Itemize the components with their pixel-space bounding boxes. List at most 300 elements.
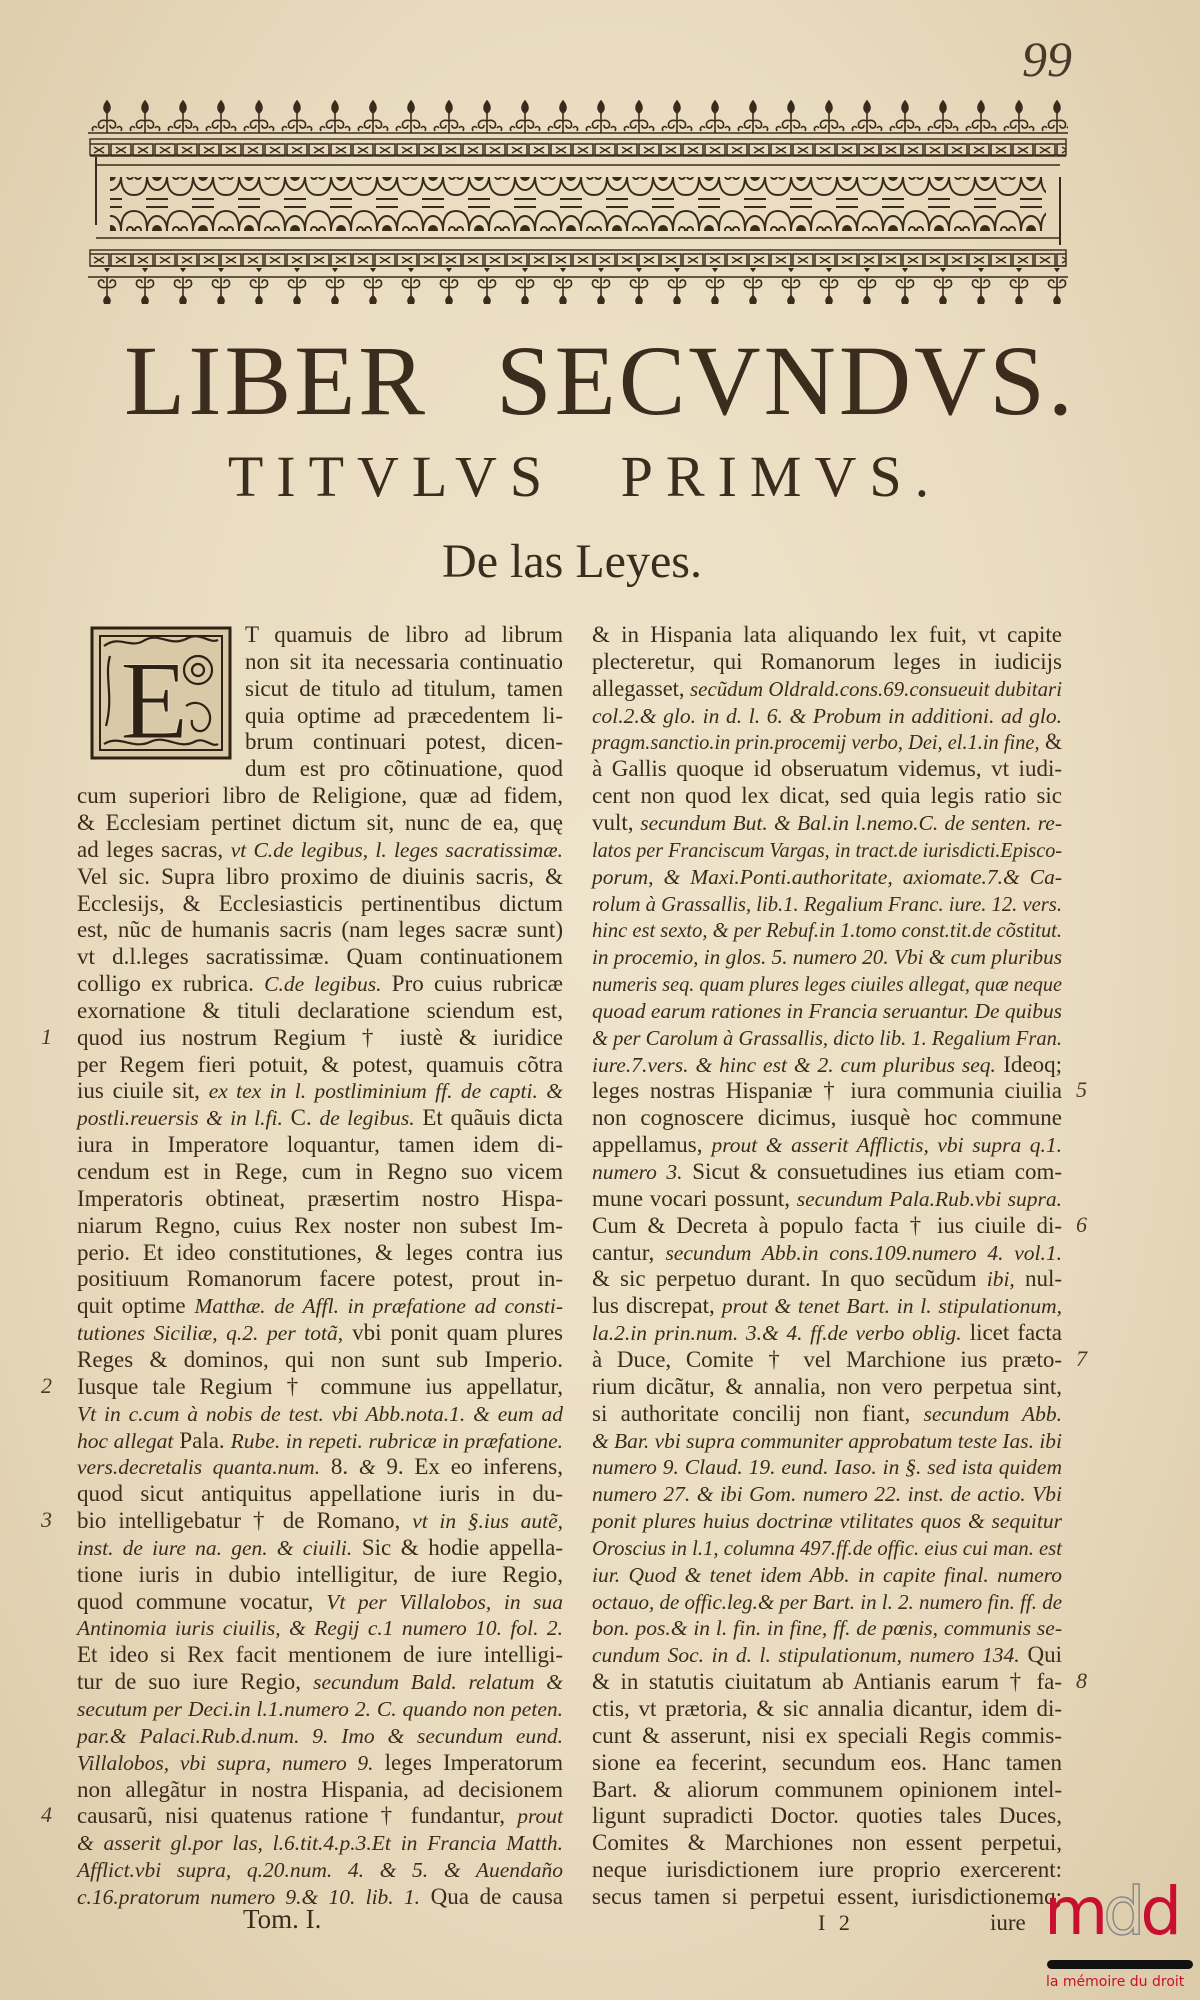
italic-citation: & bbox=[358, 1455, 376, 1480]
text-line bbox=[77, 1641, 563, 1668]
volume-mark: Tom. I. bbox=[243, 1904, 322, 1934]
line-content bbox=[592, 675, 1062, 703]
text-line bbox=[77, 1024, 563, 1051]
line-content bbox=[77, 1776, 563, 1803]
header-ornament bbox=[88, 95, 1068, 310]
text-segment: C. bbox=[282, 1105, 320, 1131]
margin-note-number: 4 bbox=[41, 1802, 52, 1828]
line-content bbox=[245, 702, 563, 729]
text-line bbox=[592, 702, 1062, 729]
text-segment: & in Hispania lata aliquando lex fuit, vt capite bbox=[592, 622, 1062, 647]
text-segment: à Gallis quoque id obseruatum videmus, vt iudi- bbox=[592, 756, 1062, 782]
text-line bbox=[77, 1212, 563, 1239]
line-content bbox=[77, 1427, 563, 1455]
text-segment: Pala. bbox=[173, 1427, 231, 1453]
italic-citation: par.& Palaci.Rub.d.num. 9. Imo & secundum eund. bbox=[77, 1723, 563, 1748]
text-line bbox=[592, 1400, 1062, 1427]
text-segment: quod sicut antiquitus appellatione iuris in du- bbox=[77, 1481, 563, 1507]
text-line bbox=[77, 1427, 563, 1454]
text-line bbox=[77, 1776, 563, 1803]
text-line bbox=[77, 1614, 563, 1641]
text-line bbox=[77, 1077, 563, 1104]
logo-mark bbox=[1044, 1872, 1177, 1952]
line-content bbox=[592, 863, 1062, 891]
line-content bbox=[592, 1883, 1062, 1910]
italic-citation: latos per Franciscum Vargas, in tract.de iurisdicti.Episco- bbox=[592, 837, 1062, 862]
text-segment: dum est pro cõtinuatione, quod bbox=[245, 756, 563, 782]
text-segment: cendum est in Rege, cum in Regno suo vicem bbox=[77, 1159, 563, 1184]
italic-citation: postli.reuersis & in l.fi. bbox=[77, 1106, 283, 1131]
line-content bbox=[77, 1292, 563, 1320]
line-content bbox=[592, 728, 1062, 756]
text-segment: secus tamen si perpetui essent, iurisdictionemq; bbox=[592, 1883, 1062, 1909]
line-content bbox=[77, 1641, 563, 1668]
line-content bbox=[592, 755, 1062, 782]
italic-citation: secũdum Oldrald.cons.69.consueuit dubitari bbox=[690, 676, 1062, 701]
line-content bbox=[77, 1453, 563, 1481]
line-content bbox=[592, 1239, 1062, 1267]
text-line bbox=[592, 1051, 1062, 1078]
text-line bbox=[592, 1077, 1062, 1104]
italic-citation: Vt per Villalobos, in sua bbox=[326, 1589, 563, 1614]
italic-citation: octauo, de offic.leg.& per Bart. in l. 2. numero fin. ff. de bbox=[592, 1589, 1062, 1614]
line-content bbox=[77, 1588, 563, 1616]
text-line bbox=[592, 1561, 1062, 1588]
text-segment: licet facta bbox=[961, 1320, 1062, 1346]
italic-citation: prout & tenet Bart. in l. stipulationum, bbox=[721, 1294, 1063, 1319]
italic-citation: pragm.sanctio.in prin.procemij verbo, Dei, el.1.in fine, bbox=[592, 730, 1040, 755]
text-line bbox=[77, 1856, 563, 1883]
text-line bbox=[592, 1131, 1062, 1158]
text-segment: Vel sic. Supra libro proximo de diuinis sacris, & bbox=[77, 863, 563, 889]
line-content bbox=[592, 1373, 1062, 1400]
italic-citation: secundum But. & Bal.in l.nemo.C. de senten. re- bbox=[640, 810, 1063, 835]
line-content bbox=[77, 1077, 563, 1105]
line-content bbox=[77, 1749, 563, 1777]
line-content bbox=[592, 1856, 1062, 1883]
text-segment: Qui bbox=[1019, 1642, 1063, 1668]
line-content bbox=[77, 836, 563, 864]
italic-citation: inst. de iure na. gen. & ciuili. bbox=[77, 1535, 353, 1560]
text-segment: Iusque tale Regium † commune ius appellatur, bbox=[77, 1373, 563, 1399]
italic-citation: vers.decretalis quanta.num. bbox=[77, 1455, 321, 1480]
line-content bbox=[592, 1668, 1062, 1695]
line-content bbox=[77, 1400, 563, 1428]
line-content bbox=[592, 1588, 1062, 1616]
text-segment: Sic & hodie appella- bbox=[352, 1534, 563, 1560]
text-segment: leges Imperatorum bbox=[373, 1749, 564, 1775]
line-content bbox=[592, 1561, 1062, 1589]
text-line bbox=[77, 1131, 563, 1158]
text-line bbox=[77, 648, 563, 675]
line-content bbox=[592, 890, 1062, 918]
line-content bbox=[77, 1239, 563, 1266]
text-line bbox=[77, 1158, 563, 1185]
text-line bbox=[77, 1695, 563, 1722]
text-line bbox=[77, 809, 563, 836]
text-segment: ad leges sacras, bbox=[77, 836, 231, 862]
text-segment: Sicut & consuetudines ius etiam com- bbox=[682, 1159, 1062, 1184]
line-content bbox=[77, 1158, 563, 1185]
text-segment: cent non quod lex dicat, sed quia legis ratio sic bbox=[592, 783, 1062, 809]
text-line bbox=[77, 1051, 563, 1078]
italic-citation: C.de legibus. bbox=[264, 972, 382, 997]
text-segment: brum continuari potest, dicen- bbox=[245, 729, 563, 755]
margin-note-number: 3 bbox=[41, 1507, 52, 1533]
line-content bbox=[592, 648, 1062, 675]
line-content bbox=[77, 1668, 563, 1696]
italic-citation: Afflict.vbi supra, q.20.num. 4. & 5. & Auendaño bbox=[77, 1858, 563, 1883]
text-segment: plecteretur, qui Romanorum leges in iudicijs bbox=[592, 648, 1062, 674]
line-content bbox=[77, 1722, 563, 1750]
text-line bbox=[77, 1480, 563, 1507]
text-line bbox=[77, 1104, 563, 1131]
line-content bbox=[77, 809, 563, 836]
text-segment: Cum & Decreta à populo facta † ius ciuile di- bbox=[592, 1212, 1062, 1238]
text-line bbox=[592, 1856, 1062, 1883]
text-line bbox=[77, 1185, 563, 1212]
text-segment: vult, bbox=[592, 809, 641, 835]
italic-citation: porum, & Maxi.Ponti.authoritate, axiomate.7.& Ca- bbox=[592, 864, 1062, 889]
line-content bbox=[77, 863, 563, 890]
text-line bbox=[592, 1453, 1062, 1480]
margin-note-number: 5 bbox=[1076, 1077, 1087, 1103]
line-content bbox=[77, 1614, 563, 1642]
text-line bbox=[592, 997, 1062, 1024]
text-line bbox=[592, 1883, 1062, 1910]
italic-citation: rolum à Grassallis, lib.1. Regalium Franc. iure. 12. vers. bbox=[592, 891, 1062, 916]
text-segment: Pro cuius rubricæ bbox=[381, 971, 563, 997]
italic-citation: vt in §.ius autẽ, bbox=[412, 1509, 563, 1534]
text-line bbox=[592, 1588, 1062, 1615]
line-content bbox=[592, 1829, 1062, 1856]
text-line bbox=[592, 1534, 1062, 1561]
line-content bbox=[592, 809, 1062, 837]
italic-citation: secutum per Deci.in l.1.numero 2. C. quando non peten. bbox=[77, 1697, 563, 1721]
italic-citation: ibi, bbox=[986, 1267, 1015, 1292]
logo-letter: d bbox=[1140, 1873, 1178, 1950]
text-line bbox=[592, 836, 1062, 863]
text-line bbox=[592, 916, 1062, 943]
line-content bbox=[592, 1480, 1062, 1508]
italic-citation: iure.7.vers. & hinc est & 2. cum pluribus seq. bbox=[592, 1052, 996, 1077]
text-segment: bio intelligebatur † de Romano, bbox=[77, 1508, 413, 1534]
line-content bbox=[77, 1856, 563, 1884]
italic-citation: hoc allegat bbox=[77, 1428, 174, 1453]
line-content bbox=[77, 782, 563, 809]
dropcap-letter: E bbox=[120, 639, 189, 760]
text-line bbox=[592, 1185, 1062, 1212]
text-segment: appellamus, bbox=[592, 1132, 712, 1158]
line-content bbox=[77, 1024, 563, 1051]
text-line bbox=[77, 1749, 563, 1776]
text-segment: Et quãuis dicta bbox=[414, 1105, 563, 1131]
text-line bbox=[77, 621, 563, 648]
line-content bbox=[592, 836, 1062, 864]
line-content bbox=[592, 997, 1062, 1025]
text-segment: Ecclesijs, & Ecclesiasticis pertinentibus dictum bbox=[77, 890, 563, 916]
text-segment: quod ius nostrum Regium † iustè & iuridice bbox=[77, 1024, 563, 1050]
italic-citation: c.16.pratorum numero 9.& 10. lib. 1. bbox=[77, 1884, 421, 1909]
line-content bbox=[592, 1077, 1062, 1104]
italic-citation: Antinomia iuris ciuilis, & Regij c.1 numero 10. fol. 2. bbox=[77, 1616, 563, 1641]
text-line bbox=[77, 1292, 563, 1319]
text-segment: colligo ex rubrica. bbox=[77, 971, 265, 997]
line-content bbox=[77, 1507, 563, 1535]
line-content bbox=[245, 755, 563, 782]
text-segment: si authoritate concilij non fiant, bbox=[592, 1400, 924, 1426]
text-line bbox=[77, 916, 563, 943]
italic-citation: numero 9. Claud. 19. eund. Iaso. in §. sed ista quidem bbox=[592, 1455, 1062, 1480]
line-content bbox=[77, 1185, 563, 1212]
line-content bbox=[245, 621, 563, 648]
text-line bbox=[77, 836, 563, 863]
text-line bbox=[77, 863, 563, 890]
text-segment: à Duce, Comite † vel Marchione ius præto- bbox=[592, 1346, 1062, 1372]
text-segment: cunt & asserunt, nisi ex speciali Regis commis- bbox=[592, 1722, 1062, 1748]
italic-citation: col.2.& glo. in d. l. 6. & Probum in additioni. ad glo. bbox=[592, 703, 1062, 728]
text-line bbox=[77, 997, 563, 1024]
text-line bbox=[77, 1561, 563, 1588]
text-line bbox=[77, 675, 563, 702]
line-content bbox=[592, 1319, 1062, 1347]
text-segment: mune vocari possunt, bbox=[592, 1185, 797, 1211]
text-segment: & in statutis ciuitatum ab Antianis earum † fa- bbox=[592, 1669, 1062, 1695]
text-line bbox=[592, 648, 1062, 675]
italic-citation: secundum Pala.Rub.vbi supra. bbox=[796, 1186, 1063, 1211]
line-content bbox=[592, 1614, 1062, 1642]
text-line bbox=[77, 1239, 563, 1266]
text-segment: quia optime ad præcedentem li- bbox=[245, 702, 563, 728]
text-segment: positiuum Romanorum facere potest, prout in- bbox=[77, 1266, 563, 1292]
italic-citation: iur. Quod & tenet idem Abb. in capite final. numero bbox=[592, 1562, 1062, 1587]
text-segment: Bart. & aliorum communem opinionem intel- bbox=[592, 1776, 1062, 1802]
line-content bbox=[77, 943, 563, 970]
line-content bbox=[592, 943, 1062, 971]
italic-citation: Matthæ. de Affl. in præfatione ad consti- bbox=[194, 1294, 563, 1319]
line-content bbox=[77, 1265, 563, 1292]
logo-tagline: la mémoire du droit bbox=[1046, 1974, 1185, 1990]
text-segment: non allegãtur in nostra Hispania, ad decisionem bbox=[77, 1776, 563, 1802]
text-line bbox=[77, 1453, 563, 1480]
text-segment: allegasset, bbox=[592, 675, 691, 701]
text-line bbox=[592, 1668, 1062, 1695]
text-line bbox=[592, 1480, 1062, 1507]
logo-letter: d bbox=[1103, 1873, 1141, 1950]
line-content bbox=[592, 916, 1062, 944]
text-segment: ius ciuile sit, bbox=[77, 1078, 209, 1104]
text-segment: nul- bbox=[1014, 1266, 1062, 1292]
line-content bbox=[592, 1453, 1062, 1481]
text-segment: Et ideo si Rex facit mentionem de iure intelligi- bbox=[77, 1642, 563, 1668]
line-content bbox=[592, 1534, 1062, 1562]
section-heading: De las Leyes. bbox=[442, 535, 702, 588]
line-content bbox=[592, 702, 1062, 730]
line-content bbox=[592, 1400, 1062, 1428]
text-line bbox=[592, 728, 1062, 755]
text-line bbox=[592, 1292, 1062, 1319]
text-line bbox=[77, 1507, 563, 1534]
line-content bbox=[592, 1641, 1062, 1669]
text-line bbox=[592, 1158, 1062, 1185]
text-line bbox=[77, 1346, 563, 1373]
text-segment: exornatione & tituli declaratione sciendum est, bbox=[77, 997, 563, 1023]
italic-citation: prout bbox=[517, 1804, 563, 1829]
line-content bbox=[592, 1346, 1062, 1373]
text-line bbox=[592, 621, 1062, 648]
italic-citation: bon. pos.& in l. fin. in fine, ff. de pœnis, communis se- bbox=[592, 1616, 1062, 1641]
text-segment: niarum Regno, cuius Rex noster non subest Im- bbox=[77, 1212, 563, 1238]
italic-citation: numero 27. & ibi Gom. numero 22. inst. de actio. Vbi bbox=[592, 1482, 1062, 1507]
line-content bbox=[77, 1534, 563, 1562]
line-content bbox=[592, 1722, 1062, 1749]
margin-note-number: 2 bbox=[41, 1372, 52, 1398]
italic-citation: numeris seq. quam plures leges ciuiles allegat, quæ neque bbox=[592, 972, 1062, 997]
line-content bbox=[592, 782, 1062, 809]
line-content bbox=[592, 1051, 1062, 1079]
text-line bbox=[592, 970, 1062, 997]
page-number: 99 bbox=[1022, 31, 1072, 87]
text-line bbox=[592, 1722, 1062, 1749]
text-line bbox=[592, 809, 1062, 836]
text-line bbox=[592, 943, 1062, 970]
italic-citation: secundum Abb.in cons.109.numero 4. vol.1. bbox=[665, 1240, 1062, 1265]
italic-citation: hinc est sexto, & per Rebuf.in 1.tomo const.tit.de cõstitut. bbox=[592, 918, 1062, 943]
text-segment: 9. Ex eo inferens, bbox=[375, 1454, 563, 1480]
text-line bbox=[77, 1373, 563, 1400]
line-content bbox=[77, 1131, 563, 1158]
line-content bbox=[77, 916, 563, 943]
text-segment: iura in Imperatore loquantur, tamen idem di- bbox=[77, 1132, 563, 1158]
text-line bbox=[592, 1507, 1062, 1534]
text-line bbox=[77, 970, 563, 997]
text-segment: Imperatoris obtineat, præsertim nostro Hispa- bbox=[77, 1185, 563, 1211]
logo-bar bbox=[1047, 1960, 1193, 1969]
text-segment: perio. Et ideo constitutiones, & leges contra ius bbox=[77, 1239, 563, 1265]
line-content bbox=[245, 648, 563, 675]
italic-citation: prout & asserit Afflictis, vbi supra q.1. bbox=[711, 1133, 1062, 1158]
line-content bbox=[77, 1802, 563, 1830]
line-content bbox=[77, 1319, 563, 1347]
text-segment: ctis, vt prætoria, & sic annalia dicantur, idem di- bbox=[592, 1696, 1062, 1721]
text-segment: Comites & Marchiones non essent perpetui, bbox=[592, 1830, 1062, 1856]
italic-citation: secundum Abb. bbox=[923, 1401, 1062, 1426]
line-content bbox=[77, 1373, 563, 1400]
text-line bbox=[77, 1534, 563, 1561]
line-content bbox=[77, 997, 563, 1024]
text-segment: & bbox=[1039, 729, 1062, 755]
text-segment: & sic perpetuo durant. In quo secũdum bbox=[592, 1266, 987, 1292]
line-content bbox=[245, 675, 563, 702]
catchword: iure bbox=[990, 1910, 1026, 1935]
book-title: LIBER SECVNDVS. bbox=[124, 325, 1076, 436]
line-content bbox=[592, 1427, 1062, 1455]
margin-note-number: 8 bbox=[1076, 1668, 1087, 1694]
text-line bbox=[592, 1802, 1062, 1829]
text-line bbox=[592, 1427, 1062, 1454]
margin-note-number: 6 bbox=[1076, 1211, 1087, 1237]
mdd-watermark-logo bbox=[1040, 1873, 1198, 1995]
line-content bbox=[77, 1695, 563, 1723]
italic-citation: & Bar. vbi supra communiter approbatum teste Ias. ibi bbox=[592, 1428, 1062, 1453]
text-line bbox=[592, 1776, 1062, 1803]
text-line bbox=[592, 1265, 1062, 1292]
line-content bbox=[592, 1024, 1062, 1052]
text-line bbox=[77, 1802, 563, 1829]
text-line bbox=[592, 863, 1062, 890]
text-line bbox=[77, 1400, 563, 1427]
text-segment: 8. bbox=[320, 1454, 359, 1480]
text-line bbox=[592, 1641, 1062, 1668]
text-line bbox=[592, 675, 1062, 702]
line-content bbox=[592, 1131, 1062, 1159]
text-line bbox=[77, 728, 563, 755]
text-segment: rium dicãtur, & annalia, non vero perpetua sint, bbox=[592, 1373, 1062, 1399]
text-line bbox=[77, 755, 563, 782]
italic-citation: ponit plures huius doctrinæ vtilitates quos & sequitur bbox=[592, 1509, 1062, 1534]
line-content bbox=[77, 890, 563, 917]
text-segment: Ideoq; bbox=[995, 1051, 1062, 1077]
text-line bbox=[592, 1346, 1062, 1373]
italic-citation: & asserit gl.por las, l.6.tit.4.p.3.Et in Francia Matth. bbox=[77, 1831, 563, 1856]
line-content bbox=[77, 1051, 563, 1078]
italic-citation: numero 3. bbox=[592, 1160, 683, 1184]
italic-citation: in procemio, in glos. 5. numero 20. Vbi & cum pluribus bbox=[592, 945, 1062, 970]
text-segment: & Ecclesiam pertinet dictum sit, nunc de ea, quę bbox=[77, 809, 563, 835]
text-line bbox=[592, 1695, 1062, 1722]
text-line bbox=[77, 1722, 563, 1749]
line-content bbox=[592, 1749, 1062, 1776]
italic-citation: tutiones Siciliæ, q.2. per totã, bbox=[77, 1321, 344, 1346]
line-content bbox=[77, 1346, 563, 1373]
line-content bbox=[592, 1507, 1062, 1535]
italic-citation: ex tex in l. postliminium ff. de capti. & bbox=[208, 1079, 563, 1104]
text-line bbox=[77, 1319, 563, 1346]
line-content bbox=[592, 1212, 1062, 1239]
text-segment: tur de suo iure Regio, bbox=[77, 1669, 314, 1695]
text-line bbox=[592, 1829, 1062, 1856]
line-content bbox=[592, 1802, 1062, 1829]
italic-citation: Vt in c.cum à nobis de test. vbi Abb.nota.1. & eum ad bbox=[77, 1401, 563, 1426]
line-content bbox=[592, 1776, 1062, 1803]
signature-mark: I 2 bbox=[818, 1910, 854, 1935]
italic-citation: Rube. in repeti. rubricæ in præfatione. bbox=[230, 1428, 563, 1453]
text-segment: quod commune vocatur, bbox=[77, 1588, 327, 1614]
logo-letter: m bbox=[1044, 1873, 1104, 1950]
text-line bbox=[77, 1588, 563, 1615]
text-line bbox=[77, 1265, 563, 1292]
text-segment: est, nũc de humanis sacris (nam leges sacræ sunt) bbox=[77, 917, 563, 943]
text-line bbox=[592, 1614, 1062, 1641]
text-line bbox=[592, 1024, 1062, 1051]
text-line bbox=[77, 702, 563, 729]
italic-citation: Villalobos, vbi supra, numero 9. bbox=[77, 1750, 374, 1775]
text-line bbox=[592, 1239, 1062, 1266]
margin-note-number: 7 bbox=[1076, 1345, 1087, 1371]
text-line bbox=[77, 943, 563, 970]
text-segment: non sit ita necessaria continuatio bbox=[245, 648, 563, 674]
text-segment: non cognoscere dicimus, iusquè hoc commune bbox=[592, 1105, 1062, 1131]
text-line bbox=[592, 1104, 1062, 1131]
text-line bbox=[592, 755, 1062, 782]
italic-citation: la.2.in prin.num. 3.& 4. ff.de verbo oblig. bbox=[592, 1321, 962, 1346]
text-segment: cantur, bbox=[592, 1239, 666, 1265]
line-content bbox=[592, 1695, 1062, 1722]
line-content bbox=[592, 1265, 1062, 1293]
line-content bbox=[592, 1185, 1062, 1213]
text-line bbox=[77, 1668, 563, 1695]
line-content bbox=[77, 1104, 563, 1132]
